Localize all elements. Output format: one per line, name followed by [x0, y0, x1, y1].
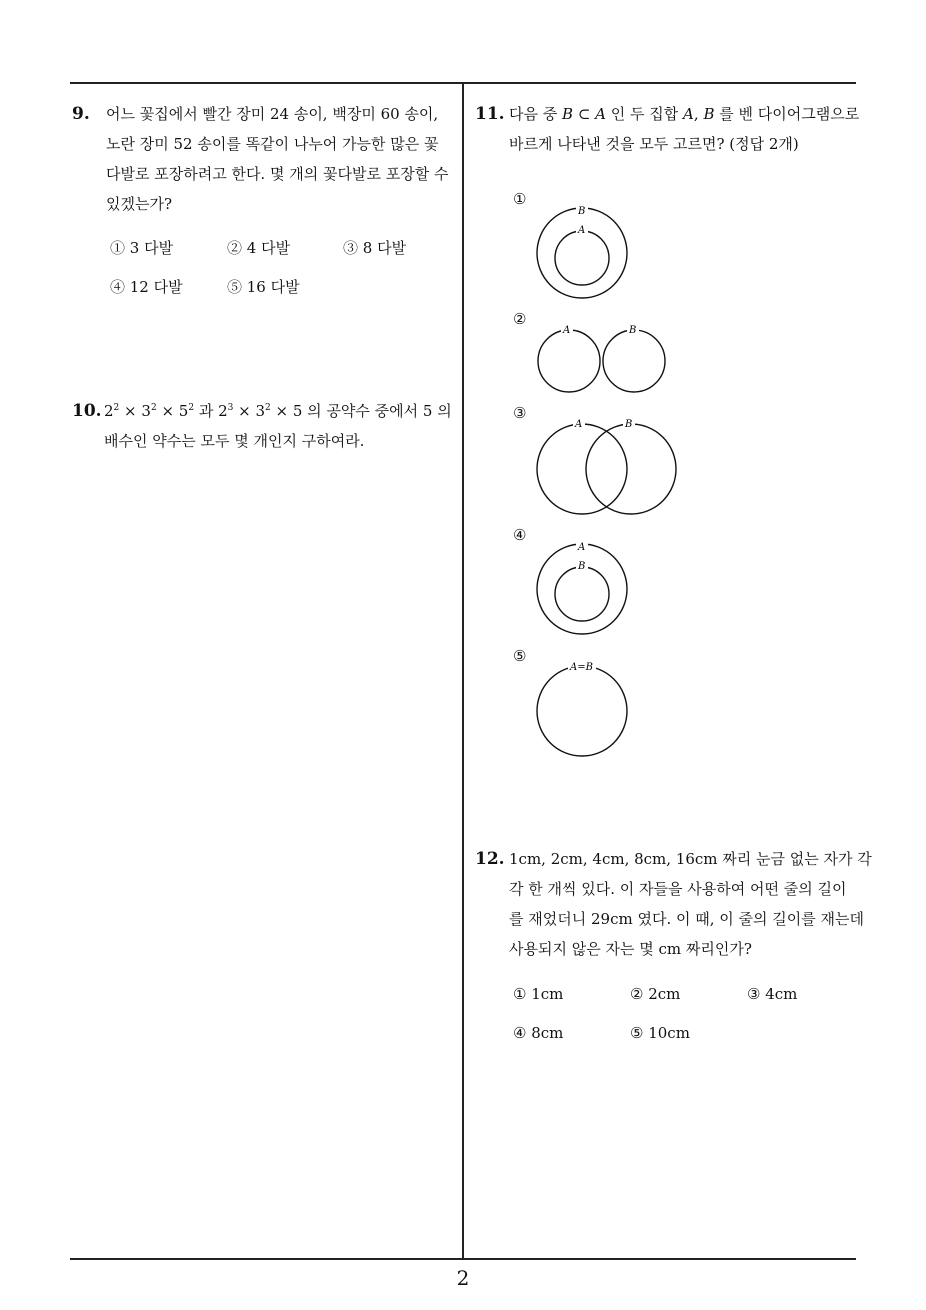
- question-text: [106, 99, 456, 219]
- question-number: 11.: [475, 104, 505, 124]
- choice-2[interactable]: ② 2cm: [630, 985, 681, 1003]
- question-line-math: $2^2 \times 3^2 \times 5^2$ 과 $2^3 \times 3^2 \times 5$ 의 공약수 중에서 5 의: [104, 402, 452, 420]
- venn-diagram-2: [530, 318, 670, 398]
- question-line: 노란 장미 52 송이를 똑같이 나누어 가능한 많은 꽃: [106, 135, 439, 153]
- question-line: 사용되지 않은 자는 몇 cm 짜리인가?: [509, 940, 752, 958]
- choice-2[interactable]: ② 4 다발: [227, 239, 291, 257]
- option-5-mark[interactable]: ⑤: [513, 647, 527, 665]
- set-label-b: B: [629, 325, 637, 336]
- set-label-ab: A=B: [570, 662, 593, 673]
- question-line: 다발로 포장하려고 한다. 몇 개의 꽃다발로 포장할 수: [106, 165, 449, 183]
- question-line-math: 다음 중 B ⊂ A 인 두 집합 A, B 를 벤 다이어그램으로: [509, 105, 860, 123]
- bottom-rule: [70, 1258, 856, 1260]
- venn-diagram-5: [530, 658, 640, 758]
- option-4-mark[interactable]: ④: [513, 526, 527, 544]
- set-b-circle: [586, 424, 676, 514]
- choice-4[interactable]: ④ 12 다발: [110, 278, 183, 296]
- set-b-circle: [555, 567, 609, 621]
- set-label-a: A: [575, 419, 583, 430]
- choice-3[interactable]: ③ 4cm: [747, 985, 798, 1003]
- set-b-circle: [603, 330, 665, 392]
- set-label-a: A: [578, 542, 586, 553]
- choice-1[interactable]: ① 3 다발: [110, 239, 174, 257]
- choice-3[interactable]: ③ 8 다발: [343, 239, 407, 257]
- choice-1[interactable]: ① 1cm: [513, 985, 564, 1003]
- set-label-a: A: [578, 225, 586, 236]
- option-2-mark[interactable]: ②: [513, 310, 527, 328]
- option-3-mark[interactable]: ③: [513, 404, 527, 422]
- question-text: [104, 396, 459, 456]
- venn-diagram-1: [530, 204, 640, 304]
- set-label-b: B: [578, 206, 586, 217]
- set-ab-circle: [537, 666, 627, 756]
- set-a-circle: [537, 424, 627, 514]
- question-line: 바르게 나타낸 것을 모두 고르면? (정답 2개): [509, 135, 799, 153]
- question-line: 1cm, 2cm, 4cm, 8cm, 16cm 짜리 눈금 없는 자가 각: [509, 850, 872, 868]
- question-line: 각 한 개씩 있다. 이 자들을 사용하여 어떤 줄의 길이: [509, 880, 847, 898]
- question-text: [509, 99, 860, 159]
- question-line: 를 재었더니 29cm 였다. 이 때, 이 줄의 길이를 재는데: [509, 910, 864, 928]
- question-number: 9.: [72, 104, 90, 124]
- venn-diagram-4: [530, 540, 640, 640]
- option-1-mark[interactable]: ①: [513, 190, 527, 208]
- set-a-circle: [555, 231, 609, 285]
- question-line: 어느 꽃집에서 빨간 장미 24 송이, 백장미 60 송이,: [106, 105, 439, 123]
- question-line: 있겠는가?: [106, 195, 173, 213]
- set-label-b: B: [578, 561, 586, 572]
- choice-5[interactable]: ⑤ 10cm: [630, 1024, 690, 1042]
- question-line: 배수인 약수는 모두 몇 개인지 구하여라.: [104, 432, 365, 450]
- question-text: [509, 844, 872, 964]
- set-label-b: B: [625, 419, 633, 430]
- page-number: 2: [456, 1266, 470, 1290]
- set-label-a: A: [563, 325, 571, 336]
- column-divider: [462, 82, 464, 1258]
- question-number: 12.: [475, 849, 505, 869]
- choice-4[interactable]: ④ 8cm: [513, 1024, 564, 1042]
- set-a-circle: [538, 330, 600, 392]
- choice-5[interactable]: ⑤ 16 다발: [227, 278, 300, 296]
- question-number: 10.: [72, 401, 102, 421]
- venn-diagram-3: [530, 414, 690, 518]
